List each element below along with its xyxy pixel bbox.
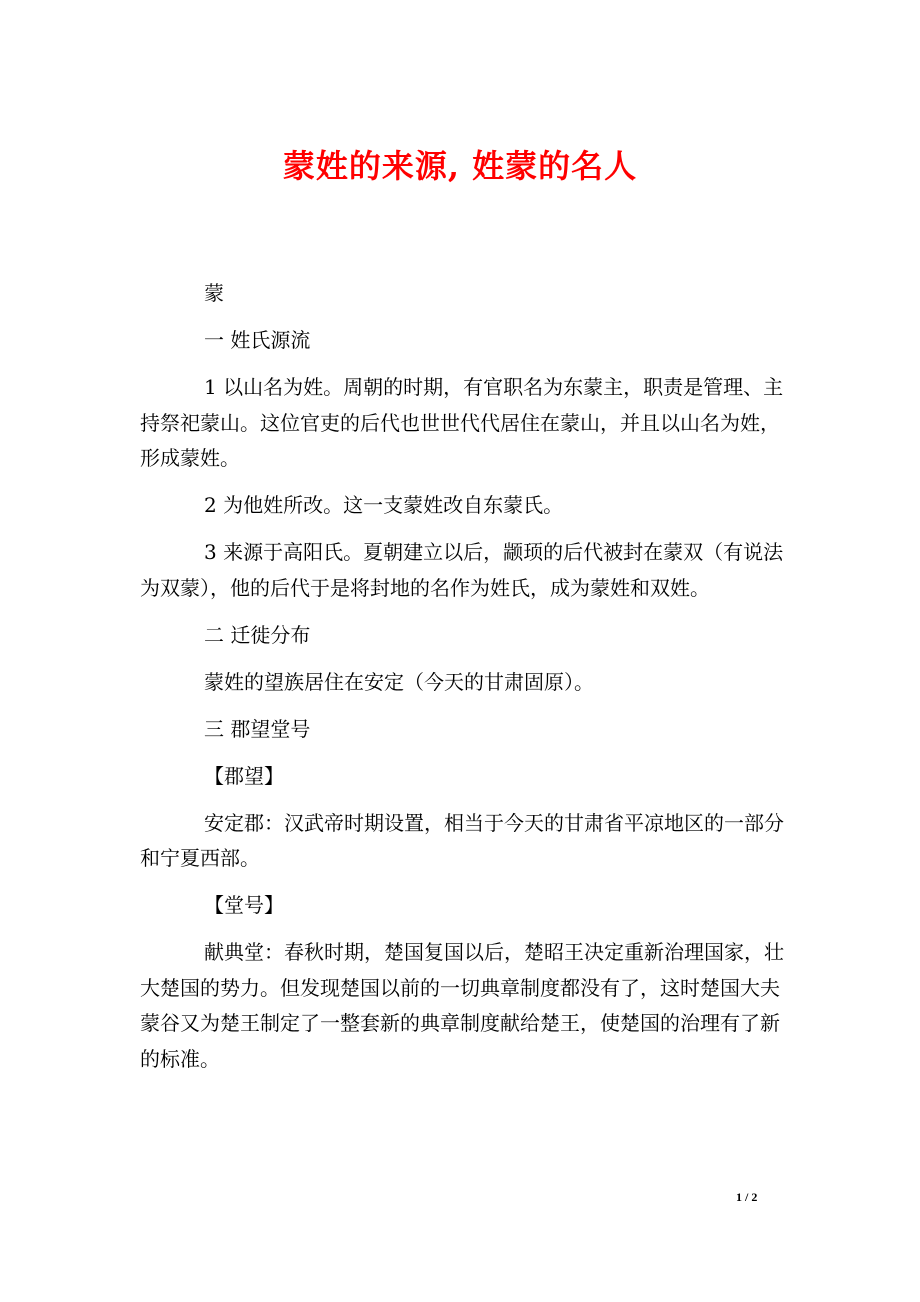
heading-origin: 一 姓氏源流 [204,328,311,352]
document-title: 蒙姓的来源, 姓蒙的名人 [282,147,638,185]
paragraph-junwang: 安定郡：汉武帝时期设置，相当于今天的甘肃省平凉地区的一部分和宁夏西部。 [140,810,784,870]
page-number: 1 / 2 [736,1190,758,1204]
paragraph-origin-1: 1 以山名为姓。周朝的时期，有官职名为东蒙主，职责是管理、主持祭祀蒙山。这位官吏的后代也世世代代居住在蒙山，并且以山名为姓，形成蒙姓。 [140,375,784,470]
subheading-junwang: 【郡望】 [204,763,284,788]
paragraph-tanghao: 献典堂：春秋时期，楚国复国以后，楚昭王决定重新治理国家，壮大楚国的势力。但发现楚国以前的一切典章制度都没有了，这时楚国大夫蒙谷又为楚王制定了一整套新的典章制度献给楚王，使楚国的治理有了新的标准。 [140,940,784,1071]
subheading-tanghao: 【堂号】 [204,893,284,917]
heading-hall-names: 三 郡望堂号 [204,716,311,741]
paragraph-origin-3: 3 来源于高阳氏。夏朝建立以后，颛顼的后代被封在蒙双（有说法为双蒙），他的后代于是将封地的名作为姓氏，成为蒙姓和双姓。 [140,540,784,600]
document-body [140,276,790,1089]
heading-migration: 二 迁徙分布 [204,622,311,647]
paragraph-surname: 蒙 [204,281,224,305]
paragraph-origin-2: 2 为他姓所改。这一支蒙姓改自东蒙氏。 [204,493,564,517]
paragraph-migration: 蒙姓的望族居住在安定（今天的甘肃固原）。 [204,669,594,694]
